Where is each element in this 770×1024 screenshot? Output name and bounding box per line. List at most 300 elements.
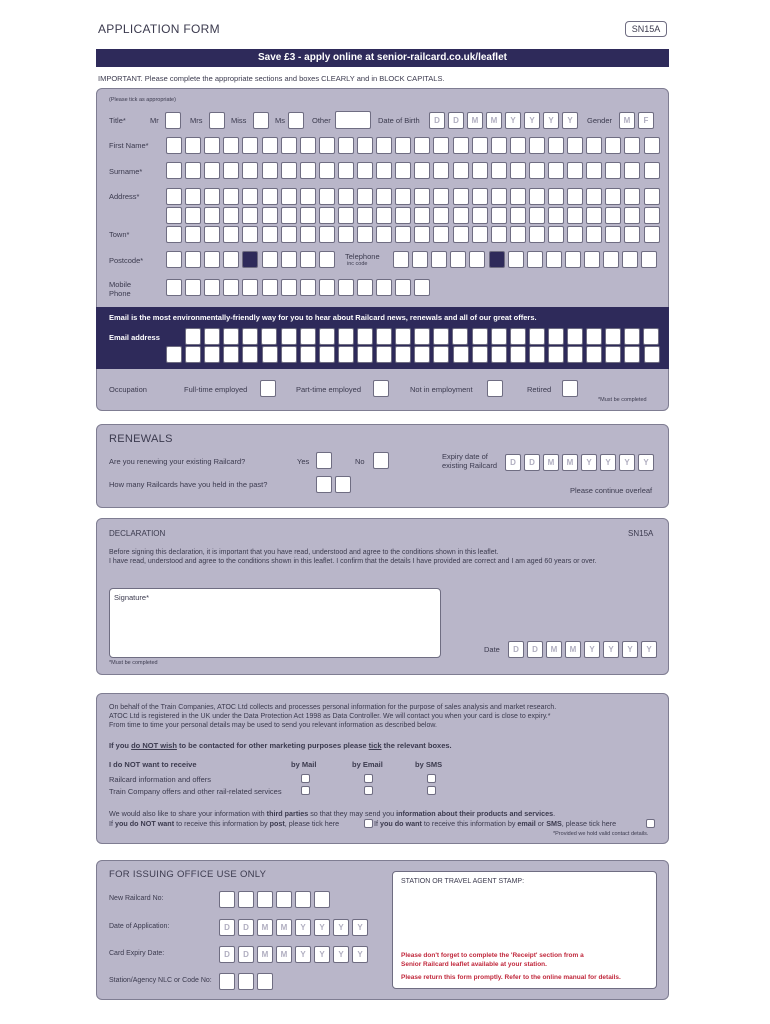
address-box[interactable]	[529, 188, 545, 205]
first-name-box[interactable]	[204, 137, 220, 154]
declaration-date-box[interactable]: Y	[622, 641, 638, 658]
address-box[interactable]	[433, 188, 449, 205]
surname-box[interactable]	[529, 162, 545, 179]
gender-m-box[interactable]: M	[619, 112, 635, 129]
expiry-date-box[interactable]: D	[505, 454, 521, 471]
mobile-box[interactable]	[300, 279, 316, 296]
address-box[interactable]	[414, 207, 430, 224]
email-box[interactable]	[357, 346, 373, 363]
dob-box[interactable]: Y	[543, 112, 559, 129]
address-box[interactable]	[357, 207, 373, 224]
email-box[interactable]	[605, 346, 621, 363]
telephone-box[interactable]	[393, 251, 409, 268]
town-box[interactable]	[357, 226, 373, 243]
surname-box[interactable]	[319, 162, 335, 179]
card-expiry-box[interactable]: M	[276, 946, 292, 963]
town-box[interactable]	[319, 226, 335, 243]
email-box[interactable]	[281, 346, 297, 363]
card-expiry-box[interactable]: Y	[352, 946, 368, 963]
postcode-box[interactable]	[223, 251, 239, 268]
new-railcard-box[interactable]	[219, 891, 235, 908]
town-box[interactable]	[262, 226, 278, 243]
address-box[interactable]	[185, 188, 201, 205]
third-party-email-checkbox[interactable]	[646, 819, 655, 828]
postcode-box[interactable]	[242, 251, 258, 268]
address-box[interactable]	[376, 188, 392, 205]
telephone-box[interactable]	[584, 251, 600, 268]
expiry-date-box[interactable]: Y	[600, 454, 616, 471]
postcode-box[interactable]	[319, 251, 335, 268]
email-box[interactable]	[586, 346, 602, 363]
address-box[interactable]	[548, 207, 564, 224]
first-name-box[interactable]	[414, 137, 430, 154]
surname-box[interactable]	[567, 162, 583, 179]
dob-box[interactable]: D	[429, 112, 445, 129]
email-box[interactable]	[319, 346, 335, 363]
address-box[interactable]	[338, 188, 354, 205]
town-box[interactable]	[586, 226, 602, 243]
date-application-box[interactable]: Y	[295, 919, 311, 936]
mobile-box[interactable]	[338, 279, 354, 296]
address-box[interactable]	[281, 188, 297, 205]
email-box[interactable]	[529, 346, 545, 363]
mobile-box[interactable]	[376, 279, 392, 296]
town-box[interactable]	[529, 226, 545, 243]
email-box[interactable]	[223, 346, 239, 363]
email-box[interactable]	[529, 328, 545, 345]
expiry-date-box[interactable]: M	[543, 454, 559, 471]
email-box[interactable]	[472, 346, 488, 363]
address-box[interactable]	[548, 188, 564, 205]
first-name-box[interactable]	[395, 137, 411, 154]
email-box[interactable]	[338, 346, 354, 363]
town-box[interactable]	[605, 226, 621, 243]
address-box[interactable]	[376, 207, 392, 224]
new-railcard-box[interactable]	[257, 891, 273, 908]
first-name-box[interactable]	[491, 137, 507, 154]
first-name-box[interactable]	[262, 137, 278, 154]
town-box[interactable]	[281, 226, 297, 243]
occupation-label: Occupation	[109, 385, 147, 394]
new-railcard-box[interactable]	[238, 891, 254, 908]
dob-box[interactable]: Y	[562, 112, 578, 129]
telephone-box[interactable]	[603, 251, 619, 268]
telephone-box[interactable]	[489, 251, 505, 268]
postcode-box[interactable]	[204, 251, 220, 268]
email-box[interactable]	[300, 328, 316, 345]
surname-box[interactable]	[414, 162, 430, 179]
dob-box[interactable]: Y	[524, 112, 540, 129]
email-box[interactable]	[376, 346, 392, 363]
telephone-box[interactable]	[508, 251, 524, 268]
card-expiry-box[interactable]: D	[219, 946, 235, 963]
first-name-box[interactable]	[567, 137, 583, 154]
title-mr-label: Mr	[150, 116, 159, 125]
surname-box[interactable]	[453, 162, 469, 179]
dob-box[interactable]: D	[448, 112, 464, 129]
fulltime-box[interactable]	[260, 380, 276, 397]
email-box[interactable]	[395, 346, 411, 363]
first-name-box[interactable]	[281, 137, 297, 154]
email-box[interactable]	[548, 328, 564, 345]
surname-box[interactable]	[586, 162, 602, 179]
expiry-date-box[interactable]: Y	[638, 454, 654, 471]
surname-box[interactable]	[644, 162, 660, 179]
gender-f-box[interactable]: F	[638, 112, 654, 129]
telephone-sub-label: inc code	[347, 261, 368, 267]
address-box[interactable]	[300, 207, 316, 224]
email-box[interactable]	[586, 328, 602, 345]
town-box[interactable]	[414, 226, 430, 243]
telephone-box[interactable]	[527, 251, 543, 268]
address-box[interactable]	[586, 188, 602, 205]
postcode-box[interactable]	[185, 251, 201, 268]
title-ms-box[interactable]	[288, 112, 304, 129]
address-box[interactable]	[567, 207, 583, 224]
first-name-box[interactable]	[472, 137, 488, 154]
first-name-box[interactable]	[185, 137, 201, 154]
email-box[interactable]	[338, 328, 354, 345]
address-box[interactable]	[624, 207, 640, 224]
email-box[interactable]	[319, 328, 335, 345]
town-box[interactable]	[376, 226, 392, 243]
expiry-date-box[interactable]: M	[562, 454, 578, 471]
telephone-box[interactable]	[565, 251, 581, 268]
email-box[interactable]	[548, 346, 564, 363]
town-box[interactable]	[300, 226, 316, 243]
email-box[interactable]	[185, 328, 201, 345]
address-box[interactable]	[491, 207, 507, 224]
surname-box[interactable]	[605, 162, 621, 179]
title-mr-box[interactable]	[165, 112, 181, 129]
retired-box[interactable]	[562, 380, 578, 397]
address-box[interactable]	[185, 207, 201, 224]
declaration-date-box[interactable]: M	[565, 641, 581, 658]
first-name-box[interactable]	[605, 137, 621, 154]
railcard-sms-checkbox[interactable]	[427, 774, 436, 783]
address-box[interactable]	[357, 188, 373, 205]
first-name-box[interactable]	[357, 137, 373, 154]
declaration-date-box[interactable]: Y	[641, 641, 657, 658]
date-application-box[interactable]: Y	[333, 919, 349, 936]
how-many-box-1[interactable]	[316, 476, 332, 493]
address-box[interactable]	[262, 207, 278, 224]
email-box[interactable]	[185, 346, 201, 363]
surname-box[interactable]	[376, 162, 392, 179]
town-box[interactable]	[242, 226, 258, 243]
town-box[interactable]	[453, 226, 469, 243]
address-box[interactable]	[529, 207, 545, 224]
surname-box[interactable]	[242, 162, 258, 179]
email-box[interactable]	[567, 346, 583, 363]
town-box[interactable]	[185, 226, 201, 243]
email-box[interactable]	[414, 328, 430, 345]
mobile-box[interactable]	[395, 279, 411, 296]
town-box[interactable]	[624, 226, 640, 243]
telephone-box[interactable]	[641, 251, 657, 268]
first-name-box[interactable]	[300, 137, 316, 154]
address-box[interactable]	[605, 188, 621, 205]
train-mail-checkbox[interactable]	[301, 786, 310, 795]
first-name-box[interactable]	[433, 137, 449, 154]
email-box[interactable]	[223, 328, 239, 345]
address-box[interactable]	[472, 188, 488, 205]
address-box[interactable]	[262, 188, 278, 205]
card-expiry-box[interactable]: Y	[333, 946, 349, 963]
surname-box[interactable]	[281, 162, 297, 179]
address-box[interactable]	[586, 207, 602, 224]
email-box[interactable]	[204, 346, 220, 363]
address-box[interactable]	[395, 188, 411, 205]
declaration-date-box[interactable]: Y	[584, 641, 600, 658]
signature-field[interactable]	[109, 588, 441, 658]
address-box[interactable]	[472, 207, 488, 224]
postcode-box[interactable]	[281, 251, 297, 268]
mobile-box[interactable]	[242, 279, 258, 296]
mobile-box[interactable]	[204, 279, 220, 296]
surname-box[interactable]	[262, 162, 278, 179]
expiry-date-box[interactable]: D	[524, 454, 540, 471]
station-nlc-box[interactable]	[257, 973, 273, 990]
declaration-date-box[interactable]: M	[546, 641, 562, 658]
renew-yes-box[interactable]	[316, 452, 332, 469]
first-name-box[interactable]	[166, 137, 182, 154]
email-box[interactable]	[491, 346, 507, 363]
date-application-box[interactable]: Y	[352, 919, 368, 936]
town-box[interactable]	[548, 226, 564, 243]
email-box[interactable]	[643, 328, 659, 345]
email-box[interactable]	[624, 328, 640, 345]
address-box[interactable]	[433, 207, 449, 224]
surname-box[interactable]	[204, 162, 220, 179]
address-box[interactable]	[491, 188, 507, 205]
telephone-box[interactable]	[412, 251, 428, 268]
station-nlc-box[interactable]	[238, 973, 254, 990]
surname-box[interactable]	[300, 162, 316, 179]
date-application-box[interactable]: M	[276, 919, 292, 936]
mobile-box[interactable]	[319, 279, 335, 296]
postcode-box[interactable]	[166, 251, 182, 268]
train-email-checkbox[interactable]	[364, 786, 373, 795]
dob-box[interactable]: M	[467, 112, 483, 129]
card-expiry-box[interactable]: M	[257, 946, 273, 963]
address-box[interactable]	[510, 188, 526, 205]
address-box[interactable]	[242, 188, 258, 205]
mobile-box[interactable]	[185, 279, 201, 296]
email-box[interactable]	[242, 328, 258, 345]
mobile-box[interactable]	[281, 279, 297, 296]
dob-box[interactable]: M	[486, 112, 502, 129]
station-nlc-box[interactable]	[219, 973, 235, 990]
address-box[interactable]	[242, 207, 258, 224]
telephone-box[interactable]	[450, 251, 466, 268]
email-box[interactable]	[510, 328, 526, 345]
first-name-box[interactable]	[453, 137, 469, 154]
email-box[interactable]	[204, 328, 220, 345]
first-name-box[interactable]	[376, 137, 392, 154]
first-name-box[interactable]	[529, 137, 545, 154]
surname-box[interactable]	[338, 162, 354, 179]
postcode-box[interactable]	[300, 251, 316, 268]
mobile-box[interactable]	[357, 279, 373, 296]
date-application-box[interactable]: D	[238, 919, 254, 936]
town-box[interactable]	[166, 226, 182, 243]
email-box[interactable]	[605, 328, 621, 345]
town-box[interactable]	[491, 226, 507, 243]
surname-box[interactable]	[433, 162, 449, 179]
address-box[interactable]	[338, 207, 354, 224]
surname-box[interactable]	[510, 162, 526, 179]
date-application-box[interactable]: M	[257, 919, 273, 936]
surname-box[interactable]	[624, 162, 640, 179]
email-box[interactable]	[433, 328, 449, 345]
town-box[interactable]	[510, 226, 526, 243]
declaration-date-box[interactable]: Y	[603, 641, 619, 658]
renew-yes-label: Yes	[297, 457, 310, 466]
first-name-box[interactable]	[338, 137, 354, 154]
email-box[interactable]	[567, 328, 583, 345]
town-box[interactable]	[223, 226, 239, 243]
email-box[interactable]	[376, 328, 392, 345]
address-box[interactable]	[166, 207, 182, 224]
telephone-box[interactable]	[431, 251, 447, 268]
first-name-box[interactable]	[319, 137, 335, 154]
by-mail-heading: by Mail	[291, 760, 317, 769]
email-box[interactable]	[261, 328, 277, 345]
surname-box[interactable]	[472, 162, 488, 179]
train-sms-checkbox[interactable]	[427, 786, 436, 795]
email-box[interactable]	[453, 346, 469, 363]
new-railcard-box[interactable]	[276, 891, 292, 908]
declaration-date-box[interactable]: D	[508, 641, 524, 658]
first-name-box[interactable]	[624, 137, 640, 154]
first-name-box[interactable]	[510, 137, 526, 154]
email-box[interactable]	[395, 328, 411, 345]
surname-box[interactable]	[491, 162, 507, 179]
date-application-box[interactable]: Y	[314, 919, 330, 936]
title-other-field[interactable]	[335, 111, 371, 129]
email-box[interactable]	[166, 346, 182, 363]
email-box[interactable]	[491, 328, 507, 345]
office-notice-2: Senior Railcard leaflet available at your station.	[401, 961, 547, 968]
expiry-date-box[interactable]: Y	[581, 454, 597, 471]
first-name-box[interactable]	[644, 137, 660, 154]
town-box[interactable]	[433, 226, 449, 243]
address-box[interactable]	[204, 207, 220, 224]
address-box[interactable]	[644, 207, 660, 224]
mobile-box[interactable]	[223, 279, 239, 296]
surname-box[interactable]	[357, 162, 373, 179]
first-name-box[interactable]	[242, 137, 258, 154]
email-box[interactable]	[510, 346, 526, 363]
mobile-box[interactable]	[166, 279, 182, 296]
expiry-date-box[interactable]: Y	[619, 454, 635, 471]
telephone-box[interactable]	[622, 251, 638, 268]
email-box[interactable]	[300, 346, 316, 363]
address-box[interactable]	[644, 188, 660, 205]
date-application-box[interactable]: D	[219, 919, 235, 936]
address-box[interactable]	[510, 207, 526, 224]
parttime-box[interactable]	[373, 380, 389, 397]
town-box[interactable]	[472, 226, 488, 243]
railcard-email-checkbox[interactable]	[364, 774, 373, 783]
town-box[interactable]	[204, 226, 220, 243]
first-name-box[interactable]	[586, 137, 602, 154]
town-box[interactable]	[567, 226, 583, 243]
address-box[interactable]	[605, 207, 621, 224]
card-expiry-box[interactable]: Y	[314, 946, 330, 963]
town-box[interactable]	[338, 226, 354, 243]
first-name-box[interactable]	[223, 137, 239, 154]
surname-box[interactable]	[395, 162, 411, 179]
card-expiry-box[interactable]: D	[238, 946, 254, 963]
address-box[interactable]	[223, 188, 239, 205]
address-box[interactable]	[567, 188, 583, 205]
retired-label: Retired	[527, 385, 552, 394]
address-box[interactable]	[281, 207, 297, 224]
address-box[interactable]	[223, 207, 239, 224]
mobile-box[interactable]	[414, 279, 430, 296]
notemployed-box[interactable]	[487, 380, 503, 397]
title-miss-box[interactable]	[253, 112, 269, 129]
email-box[interactable]	[357, 328, 373, 345]
town-box[interactable]	[644, 226, 660, 243]
email-box[interactable]	[414, 346, 430, 363]
renew-no-box[interactable]	[373, 452, 389, 469]
gender-label: Gender	[587, 116, 613, 125]
how-many-box-2[interactable]	[335, 476, 351, 493]
card-expiry-box[interactable]: Y	[295, 946, 311, 963]
email-box[interactable]	[281, 328, 297, 345]
address-box[interactable]	[166, 188, 182, 205]
email-box[interactable]	[262, 346, 278, 363]
address-box[interactable]	[453, 188, 469, 205]
railcard-mail-checkbox[interactable]	[301, 774, 310, 783]
address-box[interactable]	[319, 188, 335, 205]
town-box[interactable]	[395, 226, 411, 243]
first-name-box[interactable]	[548, 137, 564, 154]
address-box[interactable]	[319, 207, 335, 224]
email-box[interactable]	[472, 328, 488, 345]
surname-box[interactable]	[223, 162, 239, 179]
new-railcard-box[interactable]	[295, 891, 311, 908]
mobile-box[interactable]	[262, 279, 278, 296]
address-box[interactable]	[395, 207, 411, 224]
address-box[interactable]	[204, 188, 220, 205]
surname-box[interactable]	[548, 162, 564, 179]
email-box[interactable]	[452, 328, 468, 345]
address-box[interactable]	[414, 188, 430, 205]
third-party-post-checkbox[interactable]	[364, 819, 373, 828]
postcode-box[interactable]	[262, 251, 278, 268]
surname-box[interactable]	[166, 162, 182, 179]
email-message: Email is the most environmentally-friendly way for you to hear about Railcard news, renewals and all of our great offers.	[109, 313, 537, 322]
dob-box[interactable]: Y	[505, 112, 521, 129]
address-box[interactable]	[300, 188, 316, 205]
email-box[interactable]	[242, 346, 258, 363]
email-box[interactable]	[644, 346, 660, 363]
email-box[interactable]	[624, 346, 640, 363]
address-box[interactable]	[624, 188, 640, 205]
address-box[interactable]	[453, 207, 469, 224]
telephone-box[interactable]	[546, 251, 562, 268]
email-box[interactable]	[433, 346, 449, 363]
surname-box[interactable]	[185, 162, 201, 179]
declaration-date-box[interactable]: D	[527, 641, 543, 658]
new-railcard-box[interactable]	[314, 891, 330, 908]
telephone-box[interactable]	[469, 251, 485, 268]
title-mrs-box[interactable]	[209, 112, 225, 129]
